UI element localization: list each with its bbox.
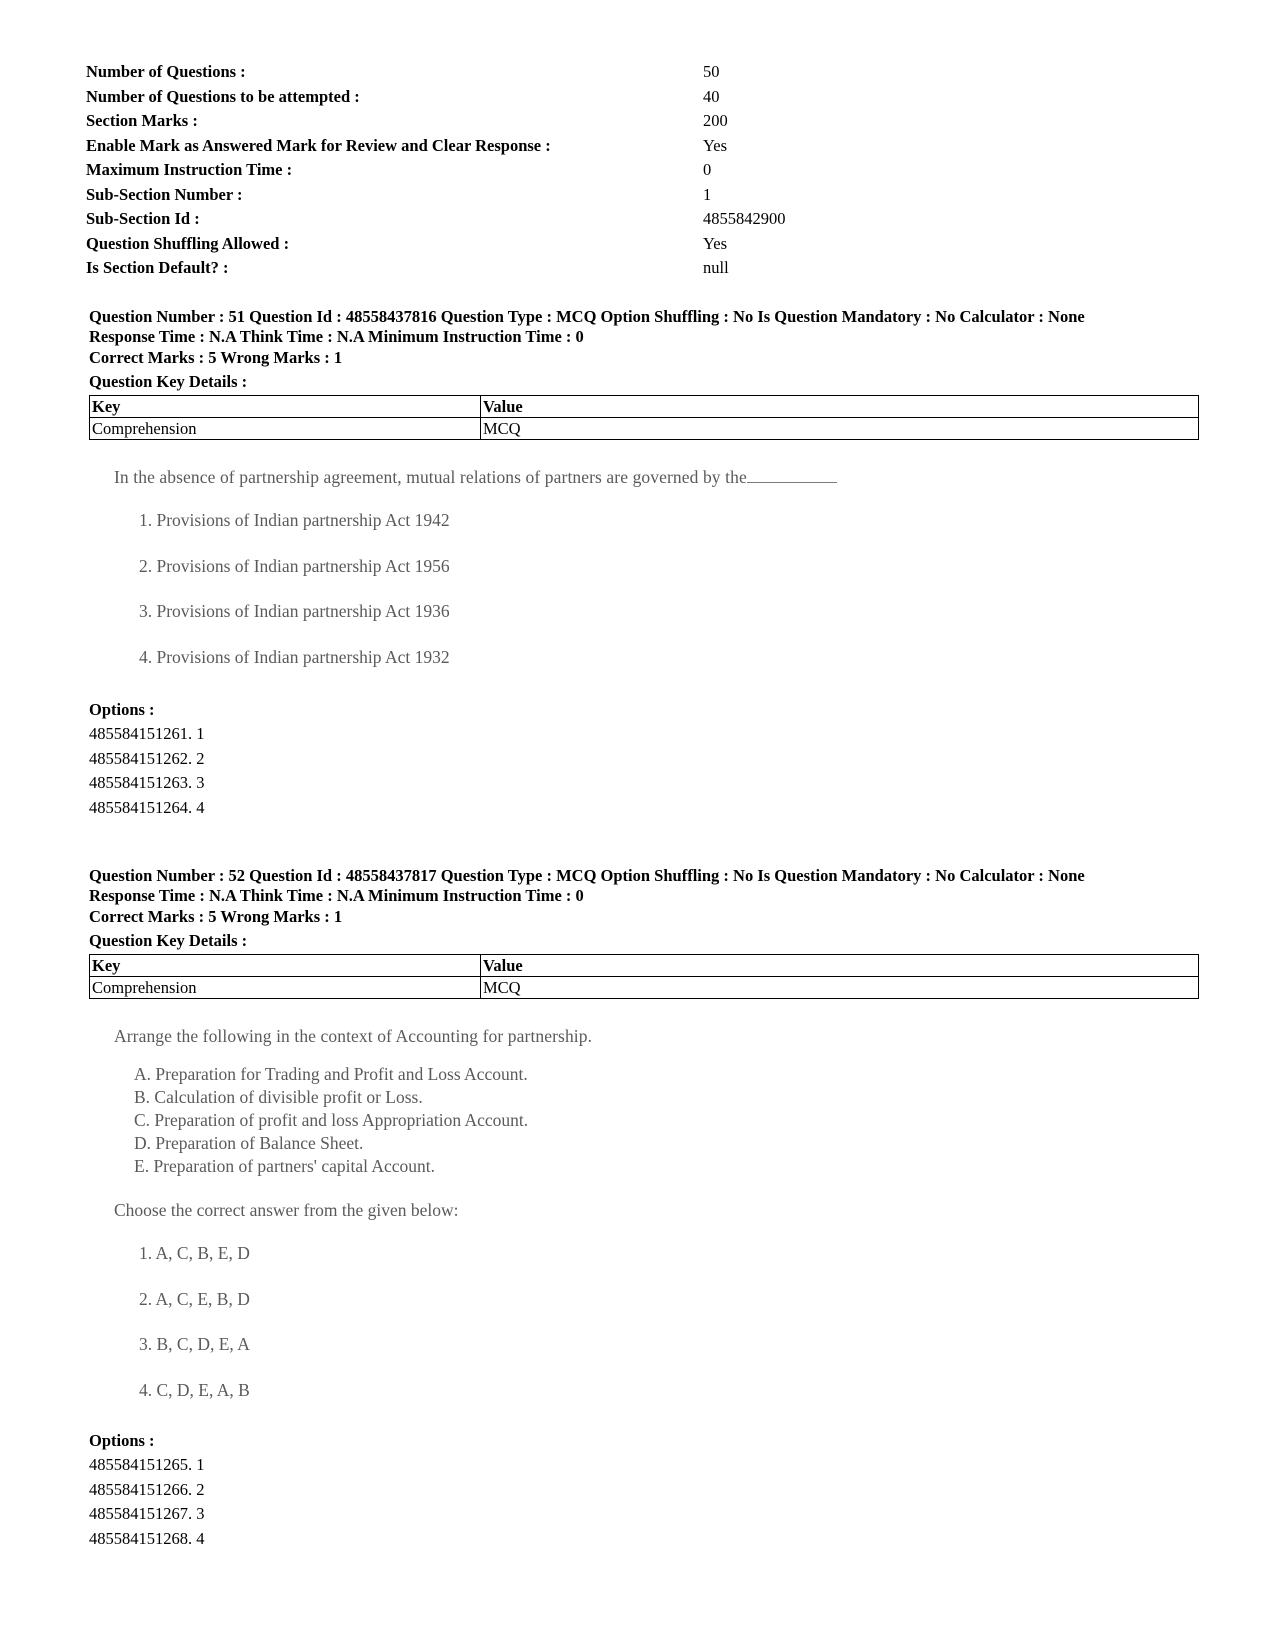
info-label: Is Section Default? : — [86, 258, 229, 277]
choice-item: 4. C, D, E, A, B — [139, 1379, 250, 1400]
table-row — [90, 418, 1199, 440]
choice-item: 3. Provisions of Indian partnership Act 1936 — [139, 601, 450, 621]
info-label: Number of Questions to be attempted : — [86, 86, 360, 106]
question-image — [114, 466, 1199, 668]
question-key-details-label: Question Key Details : — [89, 372, 248, 391]
section-info — [86, 60, 846, 281]
info-value: Yes — [703, 135, 728, 155]
question-timing: Response Time : N.A Think Time : N.A Minimum Instruction Time : 0 — [89, 885, 584, 905]
statement-item: E. Preparation of partners' capital Account. — [134, 1156, 436, 1176]
table-cell-key: Comprehension — [90, 418, 481, 440]
statement-item: A. Preparation for Trading and Profit and Loss Account. — [134, 1064, 528, 1084]
choice-item: 2. A, C, E, B, D — [139, 1288, 250, 1309]
statement-item: D. Preparation of Balance Sheet. — [134, 1133, 364, 1153]
answer-blank — [747, 468, 837, 483]
option-item: 485584151265. 1 — [89, 1455, 205, 1474]
options-label: Options : — [89, 699, 155, 719]
option-item: 485584151268. 4 — [89, 1528, 205, 1548]
info-row-section-default — [86, 256, 846, 281]
statement-item: C. Preparation of profit and loss Appropriation Account. — [134, 1110, 529, 1130]
info-value: null — [703, 258, 729, 277]
info-row-sub-section-id — [86, 207, 846, 232]
question-marks: Correct Marks : 5 Wrong Marks : 1 — [89, 348, 343, 367]
info-row-question-shuffling — [86, 232, 846, 257]
choice-item: 1. A, C, B, E, D — [139, 1243, 250, 1263]
table-header-value: Value — [481, 396, 1199, 418]
option-item: 485584151261. 1 — [89, 724, 205, 743]
info-row-questions-to-attempt — [86, 85, 846, 110]
question-header: Question Number : 51 Question Id : 48558437816 Question Type : MCQ Option Shuffling : No Is Question Mandatory : No Calculator : None — [89, 307, 1085, 326]
info-label: Sub-Section Id : — [86, 209, 200, 228]
info-value: 200 — [703, 111, 728, 130]
info-value: Yes — [703, 233, 728, 253]
info-row-section-marks — [86, 109, 846, 134]
option-item: 485584151262. 2 — [89, 748, 205, 768]
info-label: Sub-Section Number : — [86, 184, 243, 204]
info-value: 0 — [703, 160, 712, 179]
options-block — [89, 1429, 1199, 1552]
info-label: Maximum Instruction Time : — [86, 160, 293, 179]
table-header-value: Value — [481, 955, 1199, 977]
info-value: 40 — [703, 86, 720, 106]
statement-item: B. Calculation of divisible profit or Loss. — [134, 1087, 423, 1107]
question-header: Question Number : 52 Question Id : 48558437817 Question Type : MCQ Option Shuffling : No Is Question Mandatory : No Calculator : None — [89, 866, 1085, 885]
question-stem: Arrange the following in the context of Accounting for partnership. — [114, 1026, 593, 1046]
table-header-row — [90, 955, 1199, 977]
options-block — [89, 698, 1199, 821]
choose-instruction: Choose the correct answer from the given below: — [114, 1200, 459, 1220]
info-label: Number of Questions : — [86, 62, 246, 81]
info-value: 1 — [703, 184, 712, 204]
info-label: Question Shuffling Allowed : — [86, 233, 290, 253]
table-header-row — [90, 396, 1199, 418]
option-item: 485584151263. 3 — [89, 773, 205, 792]
table-cell-value: MCQ — [481, 977, 1199, 999]
table-cell-key: Comprehension — [90, 977, 481, 999]
info-row-number-of-questions — [86, 60, 846, 85]
info-value: 50 — [703, 62, 720, 81]
question-stem — [114, 466, 1199, 488]
info-row-sub-section-number — [86, 183, 846, 208]
table-header-key: Key — [90, 396, 481, 418]
question-key-details-label: Question Key Details : — [89, 931, 248, 950]
question-stem-text: In the absence of partnership agreement, mutual relations of partners are governed by the — [114, 467, 747, 487]
choice-item: 3. B, C, D, E, A — [139, 1334, 250, 1354]
table-cell-value: MCQ — [481, 418, 1199, 440]
option-item: 485584151266. 2 — [89, 1479, 205, 1499]
question-51 — [89, 307, 1199, 820]
info-label: Section Marks : — [86, 111, 198, 130]
info-label: Enable Mark as Answered Mark for Review and Clear Response : — [86, 135, 551, 155]
info-value: 4855842900 — [703, 209, 786, 228]
question-key-table — [89, 954, 1199, 999]
question-key-table — [89, 395, 1199, 440]
info-row-max-instruction-time — [86, 158, 846, 183]
choice-item: 2. Provisions of Indian partnership Act 1956 — [139, 555, 450, 576]
info-row-enable-mark-answered — [86, 134, 846, 159]
question-52 — [89, 866, 1199, 1551]
choice-item: 1. Provisions of Indian partnership Act 1942 — [139, 510, 450, 530]
table-row — [90, 977, 1199, 999]
options-label: Options : — [89, 1430, 155, 1450]
question-image — [114, 1025, 1199, 1401]
option-item: 485584151267. 3 — [89, 1504, 205, 1523]
question-marks: Correct Marks : 5 Wrong Marks : 1 — [89, 907, 343, 926]
table-header-key: Key — [90, 955, 481, 977]
question-timing: Response Time : N.A Think Time : N.A Minimum Instruction Time : 0 — [89, 326, 584, 346]
choice-item: 4. Provisions of Indian partnership Act 1932 — [139, 646, 450, 667]
option-item: 485584151264. 4 — [89, 797, 205, 817]
